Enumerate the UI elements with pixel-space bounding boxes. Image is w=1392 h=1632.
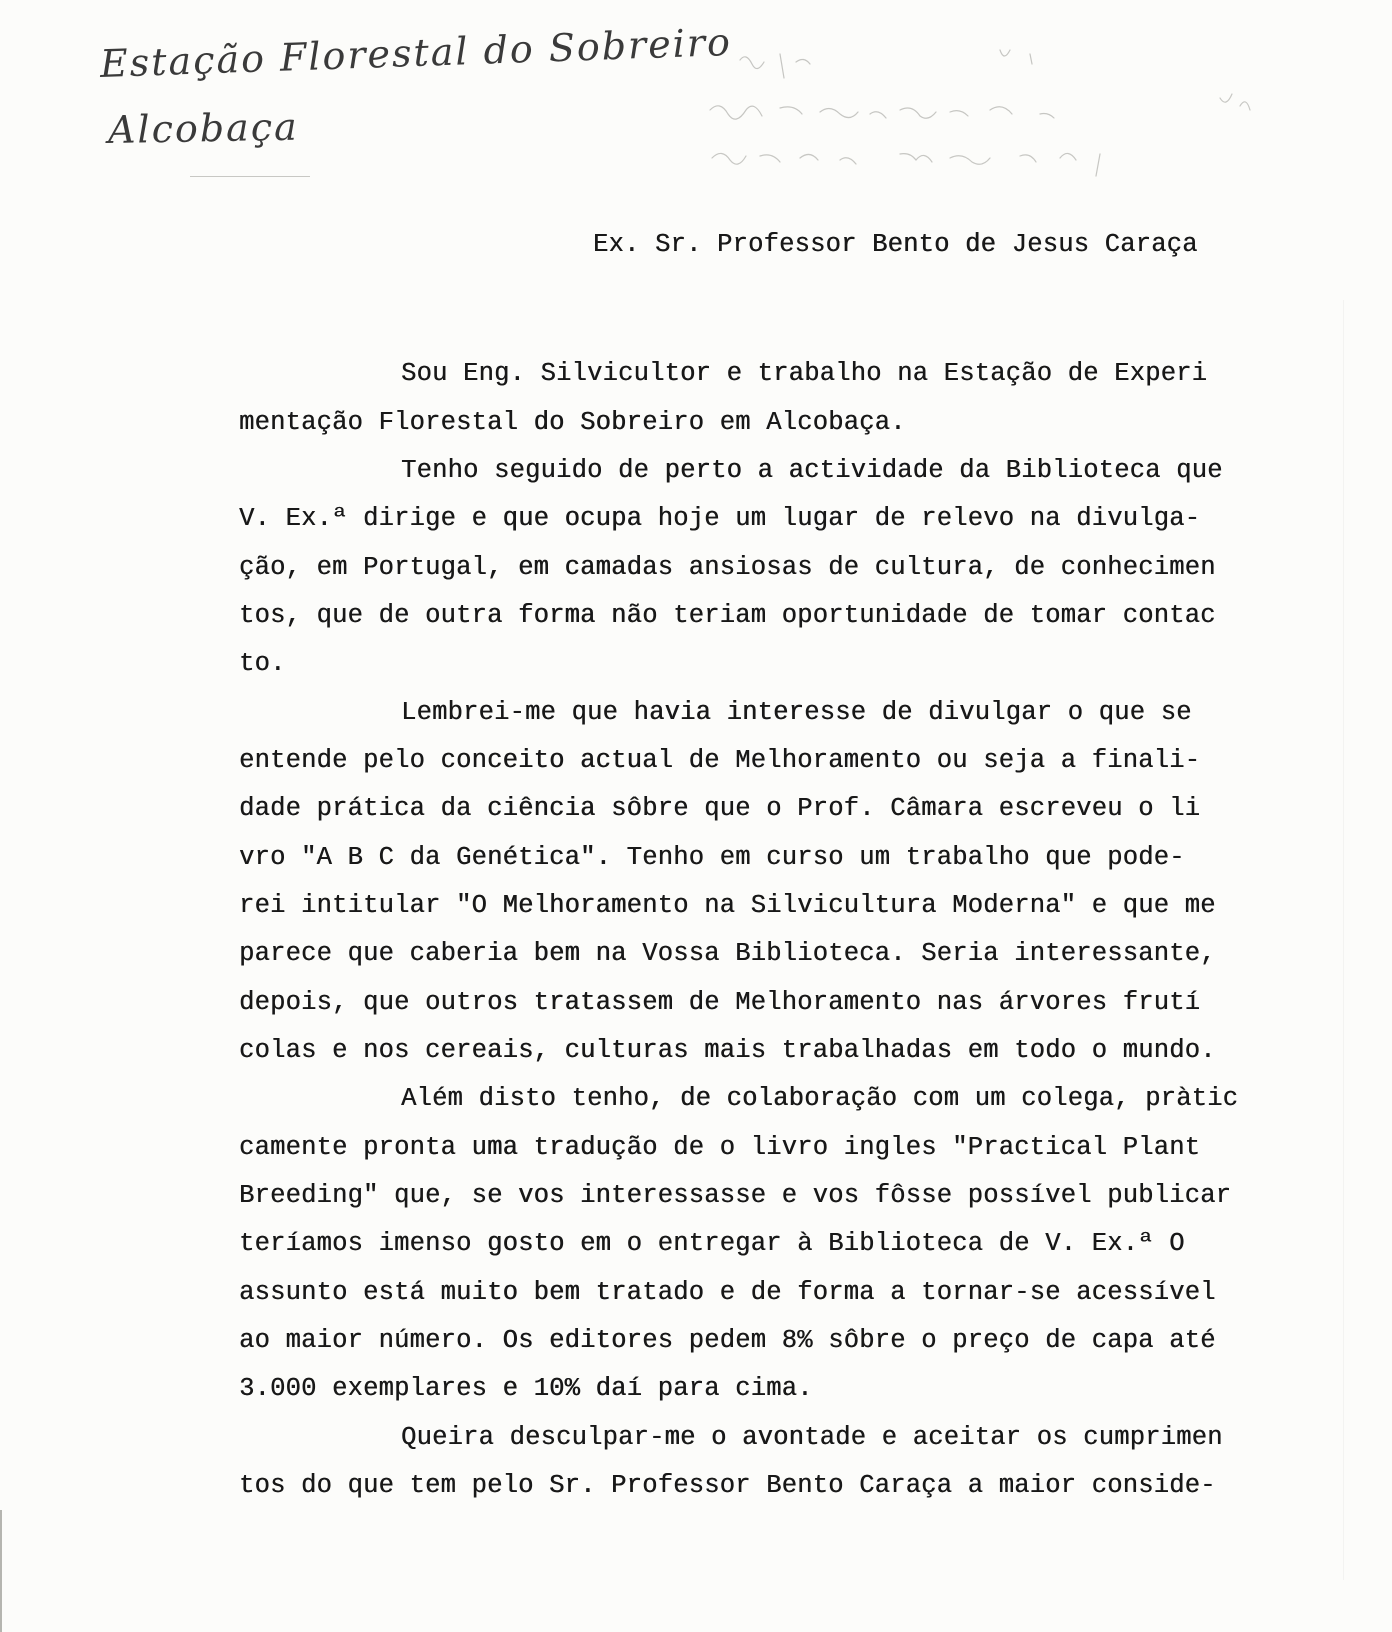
body-line-14: depois, que outros tratassem de Melhoramento nas árvores frutí [239,988,1201,1017]
body-line-6: tos, que de outra forma não teriam oportunidade de tomar contac [239,601,1216,630]
body-line-3: Tenho seguido de perto a actividade da Biblioteca que [401,456,1223,485]
body-line-20: assunto está muito bem tratado e de forma a tornar-se acessível [239,1278,1216,1307]
body-line-10: dade prática da ciência sôbre que o Prof. Câmara escreveu o li [239,794,1201,823]
paper-crease [1343,300,1344,1580]
body-line-24: tos do que tem pelo Sr. Professor Bento Caraça a maior conside- [239,1471,1216,1500]
faded-pencil-scribble [700,40,1320,190]
body-line-12: rei intitular "O Melhoramento na Silvicultura Moderna" e que me [239,891,1216,920]
body-line-2: mentação Florestal do Sobreiro em Alcobaça. [239,408,906,437]
body-line-11: vro "A B C da Genética". Tenho em curso um trabalho que pode- [239,843,1185,872]
body-line-22: 3.000 exemplares e 10% daí para cima. [239,1374,813,1403]
salutation: Ex. Sr. Professor Bento de Jesus Caraça [593,230,1198,259]
body-line-16: Além disto tenho, de colaboração com um colega, pràtic [401,1084,1239,1113]
faded-pencil-note [700,40,1320,190]
handwritten-note-line-1: Estação Florestal do Sobreiro [99,19,733,86]
page-edge-mark [0,1510,2,1632]
body-line-13: parece que caberia bem na Vossa Biblioteca. Seria interessante, [239,939,1216,968]
body-line-19: teríamos imenso gosto em o entregar à Biblioteca de V. Ex.ª O [239,1229,1185,1258]
body-line-17: camente pronta uma tradução de o livro ingles "Practical Plant [239,1133,1201,1162]
body-line-21: ao maior número. Os editores pedem 8% sôbre o preço de capa até [239,1326,1216,1355]
body-line-5: ção, em Portugal, em camadas ansiosas de cultura, de conhecimen [239,553,1216,582]
body-line-1: Sou Eng. Silvicultor e trabalho na Estação de Experi [401,359,1208,388]
handwritten-underline [190,176,310,177]
body-line-9: entende pelo conceito actual de Melhoramento ou seja a finali- [239,746,1201,775]
body-line-15: colas e nos cereais, culturas mais trabalhadas em todo o mundo. [239,1036,1216,1065]
body-line-4: V. Ex.ª dirige e que ocupa hoje um lugar de relevo na divulga- [239,504,1201,533]
body-line-23: Queira desculpar-me o avontade e aceitar os cumprimen [401,1423,1223,1452]
handwritten-note-line-2: Alcobaça [107,104,300,152]
body-line-7: to. [239,649,286,678]
body-line-18: Breeding" que, se vos interessasse e vos fôsse possível publicar [239,1181,1232,1210]
body-line-8: Lembrei-me que havia interesse de divulgar o que se [401,698,1192,727]
